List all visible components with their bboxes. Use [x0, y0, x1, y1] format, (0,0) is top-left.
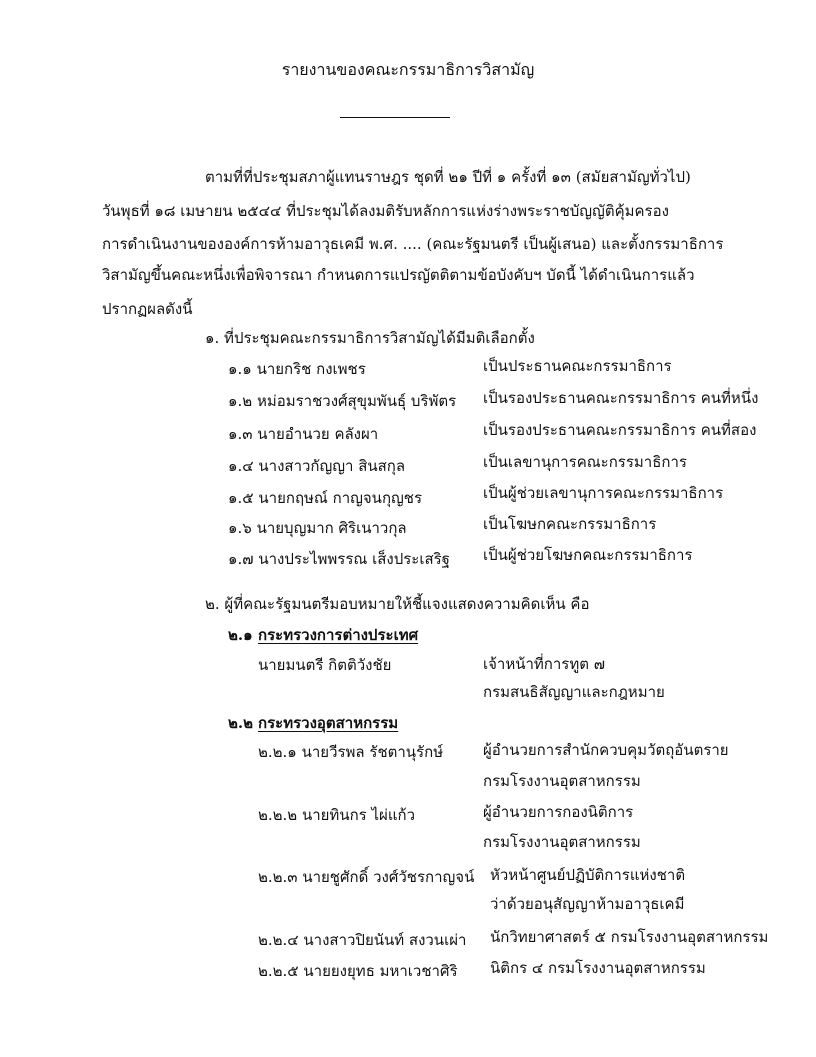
- official-position: เจ้าหน้าที่การทูต ๗: [483, 655, 606, 673]
- member-role: เป็นผู้ช่วยเลขานุการคณะกรรมาธิการ: [483, 484, 724, 502]
- member-role: เป็นผู้ช่วยโฆษกคณะกรรมาธิการ: [483, 546, 693, 564]
- intro-line-1: ตามที่ที่ประชุมสภาผู้แทนราษฎร ชุดที่ ๒๑ ปีที่ ๑ ครั้งที่ ๑๓ (สมัยสามัญทั่วไป): [205, 168, 691, 186]
- official-position: นิติกร ๔ กรมโรงงานอุตสาหกรรม: [490, 959, 706, 977]
- member-name: ๑.๗ นางประไพพรรณ เส็งประเสริฐ: [228, 550, 450, 568]
- official-name: ๒.๒.๒ นายทินกร ไผ่แก้ว: [258, 806, 415, 824]
- subsection-number: ๒.๑: [228, 626, 253, 644]
- member-role: เป็นโฆษกคณะกรรมาธิการ: [483, 515, 657, 533]
- member-role: เป็นรองประธานคณะกรรมาธิการ คนที่หนึ่ง: [483, 389, 759, 407]
- member-role: เป็นเลขานุการคณะกรรมาธิการ: [483, 453, 687, 471]
- ministry-heading: กระทรวงการต่างประเทศ: [258, 626, 419, 644]
- ministry-heading: กระทรวงอุตสาหกรรม: [258, 714, 399, 732]
- page-title: รายงานของคณะกรรมาธิการวิสามัญ: [281, 60, 535, 79]
- subsection-number: ๒.๒: [228, 714, 253, 732]
- official-department: กรมโรงงานอุตสาหกรรม: [483, 833, 641, 851]
- official-position: ผู้อำนวยการกองนิติการ: [483, 803, 634, 821]
- member-name: ๑.๑ นายกริช กงเพชร: [228, 360, 366, 378]
- member-role: เป็นประธานคณะกรรมาธิการ: [483, 357, 672, 375]
- intro-line-2: วันพุธที่ ๑๘ เมษายน ๒๕๔๔ ที่ประชุมได้ลงมติรับหลักการแห่งร่างพระราชบัญญัติคุ้มครอง: [102, 202, 669, 220]
- member-role: เป็นรองประธานคณะกรรมาธิการ คนที่สอง: [483, 421, 757, 439]
- member-name: ๑.๒ หม่อมราชวงศ์สุขุมพันธุ์ บริพัตร: [228, 392, 457, 410]
- title-rule: [340, 117, 450, 118]
- official-name: ๒.๒.๕ นายยงยุทธ มหาเวชาศิริ: [258, 962, 458, 980]
- official-department: กรมโรงงานอุตสาหกรรม: [483, 772, 641, 790]
- official-position: ผู้อำนวยการสำนักควบคุมวัตถุอันตราย: [483, 741, 729, 759]
- section-2-heading: ๒. ผู้ที่คณะรัฐมนตรีมอบหมายให้ชี้แจงแสดงความคิดเห็น คือ: [205, 595, 590, 613]
- official-position: หัวหน้าศูนย์ปฏิบัติการแห่งชาติ: [490, 866, 686, 884]
- intro-line-4: วิสามัญขึ้นคณะหนึ่งเพื่อพิจารณา กำหนดการแปรญัตติตามข้อบังคับฯ บัดนี้ ได้ดำเนินการแล้ว: [102, 266, 695, 284]
- official-name: ๒.๒.๔ นางสาวปิยนันท์ สงวนเผ่า: [258, 931, 467, 949]
- intro-line-3: การดำเนินงานขององค์การห้ามอาวุธเคมี พ.ศ. .... (คณะรัฐมนตรี เป็นผู้เสนอ) และตั้งกรรมาธิการ: [102, 235, 724, 253]
- member-name: ๑.๖ นายบุญมาก ศิริเนาวกุล: [228, 519, 407, 537]
- official-department: ว่าด้วยอนุสัญญาห้ามอาวุธเคมี: [490, 895, 685, 913]
- official-position: นักวิทยาศาสตร์ ๕ กรมโรงงานอุตสาหกรรม: [490, 928, 769, 946]
- official-name: นายมนตรี กิตติวังชัย: [258, 656, 392, 674]
- official-department: กรมสนธิสัญญาและกฎหมาย: [483, 683, 665, 701]
- section-1-heading: ๑. ที่ประชุมคณะกรรมาธิการวิสามัญได้มีมติเลือกตั้ง: [205, 329, 535, 347]
- member-name: ๑.๕ นายกฤษณ์ กาญจนกุญชร: [228, 489, 423, 507]
- intro-line-5: ปรากฏผลดังนี้: [102, 300, 193, 318]
- member-name: ๑.๔ นางสาวกัญญา สินสกุล: [228, 457, 406, 475]
- official-name: ๒.๒.๑ นายวีรพล รัชตานุรักษ์: [258, 743, 444, 761]
- official-name: ๒.๒.๓ นายชูศักดิ์ วงศ์วัชรกาญจน์: [258, 868, 475, 886]
- member-name: ๑.๓ นายอำนวย คลังผา: [228, 425, 379, 443]
